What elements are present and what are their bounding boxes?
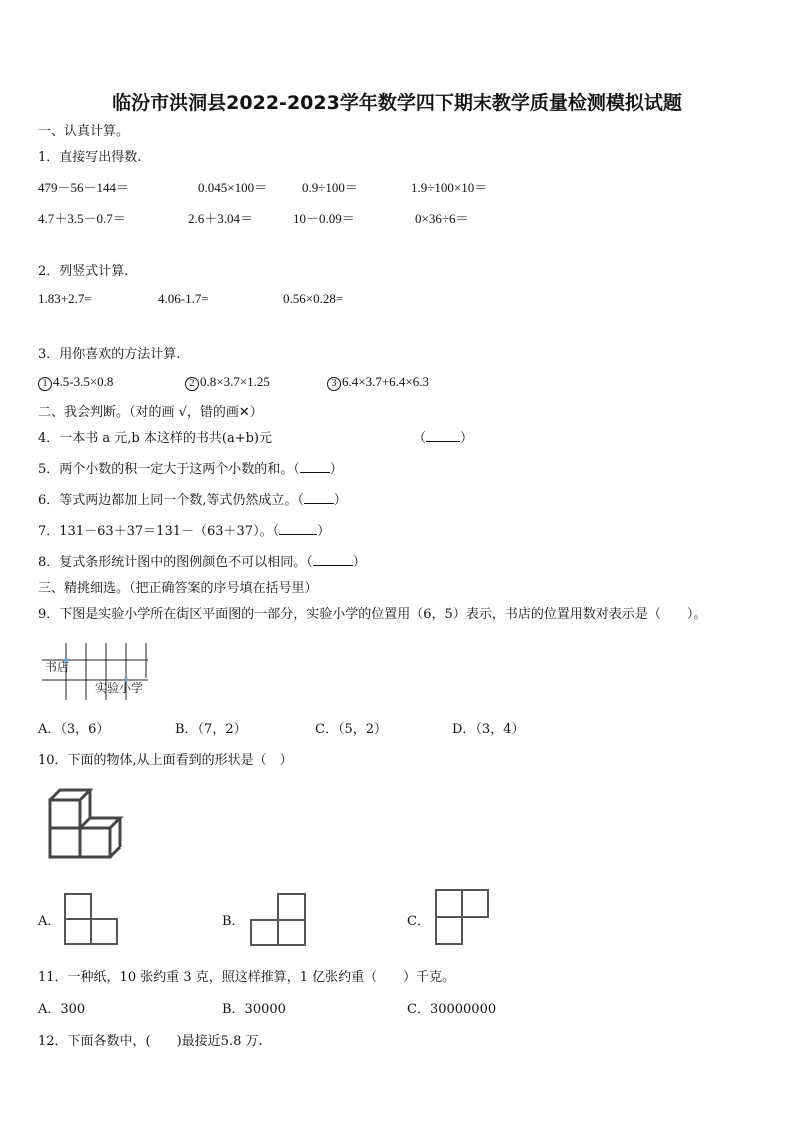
q3-item: 1 4.5-3.5×0.8 xyxy=(38,374,113,391)
q11-option-c[interactable]: C．30000000 xyxy=(407,1002,497,1017)
page-title: 临汾市洪洞县2022-2023学年数学四下期末教学质量检测模拟试题 xyxy=(112,92,682,114)
q9-option-a[interactable]: A．（3，6） xyxy=(38,722,110,737)
answer-blank[interactable] xyxy=(313,553,353,566)
option-a-shape xyxy=(64,893,120,949)
q1-item: 1.9÷100×10＝ xyxy=(411,180,488,195)
q11-option-b[interactable]: B．30000 xyxy=(222,1002,286,1017)
q1-item: 10－0.09＝ xyxy=(293,211,355,226)
q4-text: 4．一本书 a 元,b 本这样的书共(a+b)元 xyxy=(38,431,272,446)
q3-item: 3 6.4×3.7+6.4×6.3 xyxy=(327,374,429,391)
q2-label: 2．列竖式计算. xyxy=(38,264,129,279)
school-label: 实验小学 xyxy=(95,681,144,695)
q2-item: 0.56×0.28= xyxy=(283,291,344,306)
q9-option-b[interactable]: B．（7，2） xyxy=(175,722,247,737)
q1-item: 479－56－144＝ xyxy=(38,180,130,195)
section-heading-2: 二、我会判断。（对的画 √，错的画✕） xyxy=(38,405,263,420)
cube-stack-figure xyxy=(46,788,136,863)
option-b-shape xyxy=(250,893,308,949)
q9-option-d[interactable]: D．（3，4） xyxy=(452,722,525,737)
q9-option-c[interactable]: C．（5，2） xyxy=(315,722,387,737)
q9-text: 9．下图是实验小学所在街区平面图的一部分，实验小学的位置用（6，5）表示，书店的位置用数对表示是（ ）。 xyxy=(38,607,707,622)
q3-label: 3．用你喜欢的方法计算. xyxy=(38,347,181,362)
q2-item: 4.06-1.7= xyxy=(158,291,209,306)
q10-option-a[interactable]: A． xyxy=(38,914,61,929)
q10-option-b[interactable]: B． xyxy=(222,914,245,929)
q6-text: 6．等式两边都加上同一个数,等式仍然成立。（ ） xyxy=(38,493,347,508)
circled-number: 1 xyxy=(38,377,52,391)
q12-text: 12．下面各数中，( )最接近5.8 万. xyxy=(38,1034,263,1049)
q7-text: 7．131－63＋37＝131－（63＋37）。（ ） xyxy=(38,524,331,539)
q11-text: 11．一种纸，10 张约重 3 克，照这样推算，1 亿张约重（ ）千克。 xyxy=(38,970,456,985)
q1-label: 1．直接写出得数. xyxy=(38,150,142,165)
q3-item: 2 0.8×3.7×1.25 xyxy=(185,374,270,391)
q5-text: 5．两个小数的积一定大于这两个小数的和。（ ） xyxy=(38,462,343,477)
q1-item: 0×36÷6＝ xyxy=(415,211,469,226)
street-grid-map xyxy=(42,640,172,702)
q1-item: 4.7＋3.5－0.7＝ xyxy=(38,211,126,226)
section-heading-1: 一、认真计算。 xyxy=(38,124,130,139)
q11-option-a[interactable]: A．300 xyxy=(38,1002,86,1017)
q1-item: 0.9÷100＝ xyxy=(302,180,358,195)
q1-item: 0.045×100＝ xyxy=(198,180,268,195)
section-heading-3: 三、精挑细选。（把正确答案的序号填在括号里） xyxy=(38,581,318,596)
option-c-shape xyxy=(435,889,491,947)
circled-number: 2 xyxy=(185,377,199,391)
q4-answer-blank[interactable]: （ ） xyxy=(413,431,474,446)
circled-number: 3 xyxy=(327,377,341,391)
q10-option-c[interactable]: C． xyxy=(407,914,430,929)
q8-text: 8．复式条形统计图中的图例颜色不可以相同。（ ） xyxy=(38,555,366,570)
answer-blank[interactable] xyxy=(304,491,334,504)
bookstore-label: 书店 xyxy=(45,660,70,674)
q1-item: 2.6＋3.04＝ xyxy=(188,211,254,226)
q2-item: 1.83+2.7= xyxy=(38,291,92,306)
answer-blank[interactable] xyxy=(279,522,317,535)
answer-blank[interactable] xyxy=(300,460,330,473)
q10-text: 10．下面的物体,从上面看到的形状是（ ） xyxy=(38,753,293,768)
